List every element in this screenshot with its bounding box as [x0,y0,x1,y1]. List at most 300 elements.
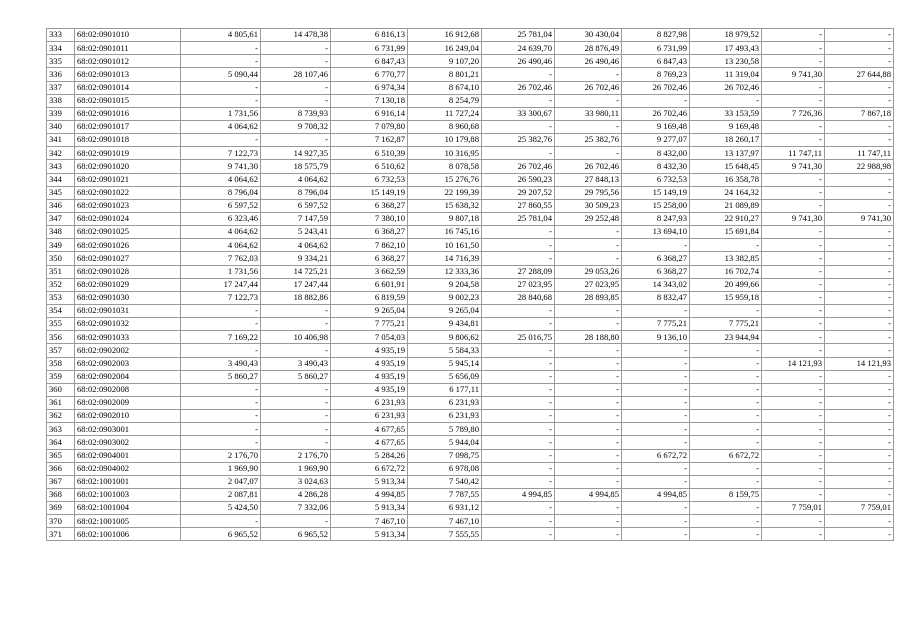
cell-value-col-9: - [762,475,825,488]
table-row [47,186,894,199]
cell-value-col-9: - [762,239,825,252]
cell-value-col-1: - [181,515,261,528]
cell-value-col-3: 3 662,59 [331,265,408,278]
cell-value-col-8: - [690,462,762,475]
cell-value-col-5: 26 590,23 [482,173,555,186]
cell-value-col-5: 25 016,75 [482,331,555,344]
cell-cadastral-code: 68:02:0901033 [75,331,181,344]
cell-value-col-10: - [825,94,894,107]
cell-value-col-2: 14 478,38 [261,29,331,42]
cell-value-col-9: - [762,81,825,94]
cell-value-col-9: - [762,396,825,409]
cell-value-col-3: 7 775,21 [331,318,408,331]
cell-value-col-4: 9 265,04 [408,304,482,317]
cell-value-col-5: 26 702,46 [482,81,555,94]
cell-value-col-10: - [825,488,894,501]
cell-value-col-2: - [261,304,331,317]
table-row [47,528,894,541]
cell-value-col-9: - [762,462,825,475]
cell-value-col-1: 2 087,81 [181,488,261,501]
cell-value-col-5: - [482,370,555,383]
cell-cadastral-code: 68:02:1001004 [75,502,181,515]
cell-value-col-3: 6 672,72 [331,462,408,475]
cell-value-col-6: 29 795,56 [555,186,622,199]
cell-value-col-1: - [181,94,261,107]
cell-value-col-5: 27 860,55 [482,199,555,212]
cell-value-col-10: 7 867,18 [825,107,894,120]
cell-value-col-5: 26 702,46 [482,160,555,173]
cell-value-col-10: - [825,42,894,55]
cell-cadastral-code: 68:02:0901031 [75,304,181,317]
cell-row-number: 348 [47,226,75,239]
cell-value-col-4: 16 912,68 [408,29,482,42]
cell-value-col-8: 23 944,94 [690,331,762,344]
cell-value-col-2: 8 796,04 [261,186,331,199]
cell-cadastral-code: 68:02:0902009 [75,396,181,409]
cell-value-col-5: - [482,423,555,436]
cell-value-col-1: - [181,410,261,423]
cell-value-col-3: 5 913,34 [331,528,408,541]
cell-value-col-3: 6 510,62 [331,160,408,173]
cell-value-col-1: 4 805,61 [181,29,261,42]
cell-value-col-7: - [622,344,690,357]
cell-value-col-9: - [762,488,825,501]
cell-value-col-2: 5 243,41 [261,226,331,239]
table-row [47,357,894,370]
cell-value-col-8: 8 159,75 [690,488,762,501]
cell-cadastral-code: 68:02:0901032 [75,318,181,331]
cell-value-col-9: - [762,226,825,239]
cell-value-col-4: 6 231,93 [408,410,482,423]
cell-cadastral-code: 68:02:1001005 [75,515,181,528]
cell-value-col-6: - [555,344,622,357]
cell-value-col-10: - [825,226,894,239]
cell-value-col-1: 4 064,62 [181,120,261,133]
cell-value-col-3: 7 079,80 [331,120,408,133]
cell-value-col-7: 26 702,46 [622,81,690,94]
cell-value-col-10: - [825,331,894,344]
cell-value-col-1: - [181,344,261,357]
cell-cadastral-code: 68:02:0901010 [75,29,181,42]
cell-value-col-9: - [762,265,825,278]
cell-value-col-4: 16 249,04 [408,42,482,55]
cell-value-col-4: 8 254,79 [408,94,482,107]
cell-row-number: 344 [47,173,75,186]
cell-row-number: 343 [47,160,75,173]
cell-value-col-2: - [261,423,331,436]
table-row [47,515,894,528]
cell-value-col-5: - [482,383,555,396]
cell-value-col-3: 5 913,34 [331,475,408,488]
cell-value-col-10: - [825,199,894,212]
cell-value-col-9: - [762,436,825,449]
cell-cadastral-code: 68:02:0903002 [75,436,181,449]
cell-value-col-3: 6 916,14 [331,107,408,120]
cell-row-number: 342 [47,147,75,160]
cell-value-col-4: 6 177,11 [408,383,482,396]
cell-value-col-8: 22 910,27 [690,212,762,225]
cell-value-col-9: - [762,173,825,186]
cell-value-col-2: 8 739,93 [261,107,331,120]
table-row [47,278,894,291]
cell-value-col-4: 9 806,62 [408,331,482,344]
cell-value-col-10: - [825,396,894,409]
cell-value-col-9: - [762,318,825,331]
cell-value-col-6: 4 994,85 [555,488,622,501]
cell-value-col-5: 29 207,52 [482,186,555,199]
cell-value-col-4: 5 656,09 [408,370,482,383]
cell-value-col-9: - [762,134,825,147]
cell-value-col-10: - [825,29,894,42]
cell-value-col-10: - [825,291,894,304]
cell-cadastral-code: 68:02:0902003 [75,357,181,370]
cell-value-col-10: - [825,462,894,475]
cell-value-col-5: - [482,120,555,133]
cell-value-col-8: - [690,396,762,409]
cell-cadastral-code: 68:02:0901016 [75,107,181,120]
cell-cadastral-code: 68:02:0903001 [75,423,181,436]
cell-value-col-6: 26 702,46 [555,81,622,94]
cell-value-col-9: - [762,291,825,304]
cell-value-col-3: 7 130,18 [331,94,408,107]
cell-row-number: 334 [47,42,75,55]
cell-value-col-1: 7 762,03 [181,252,261,265]
cell-cadastral-code: 68:02:0901022 [75,186,181,199]
cell-row-number: 360 [47,383,75,396]
cell-value-col-4: 15 638,32 [408,199,482,212]
cell-value-col-6: 33 980,11 [555,107,622,120]
cell-value-col-3: 6 847,43 [331,55,408,68]
cell-value-col-7: 13 694,10 [622,226,690,239]
cell-value-col-10: - [825,252,894,265]
cell-row-number: 350 [47,252,75,265]
cell-value-col-4: 8 674,10 [408,81,482,94]
cell-value-col-5: 33 300,67 [482,107,555,120]
cell-value-col-6: - [555,68,622,81]
table-row [47,94,894,107]
cell-value-col-6: - [555,239,622,252]
cell-value-col-9: - [762,449,825,462]
table-row [47,383,894,396]
cell-value-col-3: 5 284,26 [331,449,408,462]
cell-value-col-10: - [825,81,894,94]
cell-value-col-7: 15 149,19 [622,186,690,199]
cell-value-col-8: 20 499,66 [690,278,762,291]
cell-value-col-3: 6 231,93 [331,410,408,423]
cell-row-number: 333 [47,29,75,42]
cell-value-col-9: - [762,344,825,357]
cell-value-col-9: - [762,383,825,396]
cell-value-col-1: - [181,383,261,396]
cell-value-col-8: 13 230,58 [690,55,762,68]
cell-value-col-7: 8 832,47 [622,291,690,304]
cell-value-col-8: 9 169,48 [690,120,762,133]
cell-value-col-9: 9 741,30 [762,68,825,81]
cell-value-col-7: - [622,436,690,449]
table-row [47,239,894,252]
table-row [47,29,894,42]
cell-value-col-8: - [690,383,762,396]
cell-value-col-1: - [181,81,261,94]
cell-row-number: 347 [47,212,75,225]
cell-value-col-2: - [261,94,331,107]
cell-value-col-1: 3 490,43 [181,357,261,370]
cell-value-col-10: - [825,370,894,383]
cell-value-col-4: 8 960,68 [408,120,482,133]
cell-value-col-2: 9 334,21 [261,252,331,265]
cell-value-col-7: 26 702,46 [622,107,690,120]
cell-value-col-4: 15 276,76 [408,173,482,186]
cell-value-col-6: - [555,370,622,383]
cell-value-col-7: 4 994,85 [622,488,690,501]
cell-value-col-3: 4 935,19 [331,383,408,396]
cell-value-col-6: - [555,318,622,331]
cell-value-col-6: 25 382,76 [555,134,622,147]
cell-value-col-5: - [482,475,555,488]
table-row [47,475,894,488]
cell-value-col-6: 26 490,46 [555,55,622,68]
cell-row-number: 366 [47,462,75,475]
table-row [47,396,894,409]
cell-cadastral-code: 68:02:0901011 [75,42,181,55]
cell-value-col-4: 7 467,10 [408,515,482,528]
cell-value-col-4: 7 555,55 [408,528,482,541]
cell-value-col-7: 9 169,48 [622,120,690,133]
cell-value-col-5: 25 781,04 [482,212,555,225]
cell-value-col-9: - [762,278,825,291]
cell-value-col-7: 6 368,27 [622,265,690,278]
cell-value-col-6: - [555,120,622,133]
cell-value-col-8: - [690,436,762,449]
cell-value-col-7: 8 247,93 [622,212,690,225]
cell-value-col-8: - [690,344,762,357]
cell-value-col-3: 7 467,10 [331,515,408,528]
cell-cadastral-code: 68:02:0901028 [75,265,181,278]
cell-value-col-5: 24 639,70 [482,42,555,55]
cell-value-col-9: 9 741,30 [762,160,825,173]
cell-value-col-8: 18 979,52 [690,29,762,42]
cell-value-col-5: - [482,515,555,528]
cell-value-col-2: - [261,81,331,94]
cell-value-col-3: 4 935,19 [331,357,408,370]
cell-row-number: 336 [47,68,75,81]
cell-value-col-3: 4 994,85 [331,488,408,501]
table-row [47,344,894,357]
cell-value-col-10: - [825,528,894,541]
cell-row-number: 335 [47,55,75,68]
cell-value-col-6: - [555,449,622,462]
table-row [47,81,894,94]
cell-value-col-4: 11 727,24 [408,107,482,120]
cell-value-col-9: - [762,331,825,344]
cell-value-col-4: 7 787,55 [408,488,482,501]
cell-value-col-1: - [181,304,261,317]
cell-value-col-2: - [261,55,331,68]
cell-value-col-2: - [261,42,331,55]
cell-value-col-3: 4 677,65 [331,423,408,436]
cell-value-col-9: - [762,370,825,383]
cell-cadastral-code: 68:02:0902002 [75,344,181,357]
cell-value-col-7: 14 343,02 [622,278,690,291]
cell-value-col-8: - [690,423,762,436]
cell-row-number: 346 [47,199,75,212]
cell-row-number: 357 [47,344,75,357]
table-row [47,120,894,133]
table-row [47,423,894,436]
table-row [47,226,894,239]
cell-value-col-9: - [762,252,825,265]
cell-value-col-5: - [482,396,555,409]
cell-value-col-2: 7 147,59 [261,212,331,225]
cell-value-col-6: - [555,528,622,541]
table-row [47,252,894,265]
cell-value-col-7: 9 136,10 [622,331,690,344]
cell-value-col-1: 6 323,46 [181,212,261,225]
cell-value-col-7: - [622,304,690,317]
cell-value-col-4: 5 789,80 [408,423,482,436]
table-row [47,173,894,186]
cell-value-col-2: - [261,383,331,396]
cell-value-col-1: - [181,436,261,449]
cell-value-col-10: - [825,383,894,396]
cell-value-col-7: 8 432,30 [622,160,690,173]
cell-value-col-1: 7 122,73 [181,147,261,160]
table-row [47,502,894,515]
cell-value-col-7: 8 432,00 [622,147,690,160]
cell-cadastral-code: 68:02:0901023 [75,199,181,212]
cell-value-col-7: - [622,94,690,107]
cell-value-col-10: - [825,515,894,528]
cell-value-col-2: - [261,134,331,147]
cell-value-col-9: - [762,528,825,541]
cell-row-number: 340 [47,120,75,133]
cell-value-col-9: - [762,29,825,42]
cell-value-col-8: 26 702,46 [690,81,762,94]
cell-value-col-1: 5 090,44 [181,68,261,81]
cell-value-col-7: - [622,357,690,370]
cell-cadastral-code: 68:02:0901012 [75,55,181,68]
cell-value-col-8: 7 775,21 [690,318,762,331]
cell-row-number: 358 [47,357,75,370]
cell-value-col-8: 18 260,17 [690,134,762,147]
cell-value-col-4: 16 745,16 [408,226,482,239]
cell-value-col-6: - [555,304,622,317]
cell-value-col-6: - [555,462,622,475]
cell-value-col-1: 8 796,04 [181,186,261,199]
cell-value-col-9: - [762,515,825,528]
cell-value-col-7: 9 277,07 [622,134,690,147]
cell-value-col-7: - [622,528,690,541]
table-row [47,331,894,344]
table-row [47,134,894,147]
cell-row-number: 368 [47,488,75,501]
cell-value-col-2: 2 176,70 [261,449,331,462]
cell-row-number: 355 [47,318,75,331]
cell-cadastral-code: 68:02:0902010 [75,410,181,423]
cell-cadastral-code: 68:02:0902004 [75,370,181,383]
cell-value-col-7: - [622,396,690,409]
cell-value-col-9: - [762,410,825,423]
cell-value-col-10: - [825,186,894,199]
cell-row-number: 339 [47,107,75,120]
cell-value-col-10: - [825,449,894,462]
cell-value-col-1: - [181,423,261,436]
table-row [47,212,894,225]
cell-value-col-4: 6 931,12 [408,502,482,515]
cell-value-col-7: - [622,475,690,488]
cell-value-col-4: 22 199,39 [408,186,482,199]
cell-value-col-1: 2 176,70 [181,449,261,462]
cell-value-col-1: - [181,55,261,68]
cell-value-col-3: 6 231,93 [331,396,408,409]
cell-value-col-3: 6 816,13 [331,29,408,42]
cell-value-col-7: - [622,423,690,436]
cell-value-col-3: 5 913,34 [331,502,408,515]
cell-value-col-1: 1 731,56 [181,265,261,278]
cell-value-col-5: - [482,239,555,252]
cell-value-col-5: - [482,528,555,541]
cell-row-number: 341 [47,134,75,147]
cell-value-col-10: - [825,265,894,278]
cell-value-col-8: - [690,239,762,252]
cell-value-col-9: 9 741,30 [762,212,825,225]
cell-row-number: 351 [47,265,75,278]
cell-value-col-8: - [690,410,762,423]
cell-value-col-1: 2 047,07 [181,475,261,488]
cell-value-col-1: 6 965,52 [181,528,261,541]
cell-value-col-6: 26 702,46 [555,160,622,173]
cell-value-col-3: 6 368,27 [331,226,408,239]
cell-value-col-1: 17 247,44 [181,278,261,291]
table-row [47,55,894,68]
cell-value-col-5: - [482,357,555,370]
cell-value-col-5: - [482,226,555,239]
cell-row-number: 370 [47,515,75,528]
cell-value-col-2: 17 247,44 [261,278,331,291]
cell-value-col-1: 4 064,62 [181,239,261,252]
cell-value-col-6: 29 252,48 [555,212,622,225]
cell-value-col-8: 15 648,45 [690,160,762,173]
cell-value-col-8: - [690,357,762,370]
cell-value-col-3: 4 935,19 [331,370,408,383]
cell-row-number: 352 [47,278,75,291]
cell-value-col-8: 15 691,84 [690,226,762,239]
table-body [47,29,894,541]
cell-cadastral-code: 68:02:0901026 [75,239,181,252]
table-row [47,199,894,212]
cell-cadastral-code: 68:02:0901025 [75,226,181,239]
cell-value-col-1: - [181,318,261,331]
cell-cadastral-code: 68:02:0901021 [75,173,181,186]
cell-value-col-6: 27 848,13 [555,173,622,186]
cell-value-col-10: - [825,278,894,291]
cell-value-col-9: 7 726,36 [762,107,825,120]
cell-value-col-2: - [261,436,331,449]
cell-value-col-2: 18 882,86 [261,291,331,304]
cell-value-col-5: 28 840,68 [482,291,555,304]
cell-row-number: 337 [47,81,75,94]
cell-value-col-7: - [622,383,690,396]
cell-value-col-2: - [261,410,331,423]
cell-cadastral-code: 68:02:0901015 [75,94,181,107]
table-row [47,265,894,278]
cell-value-col-5: - [482,318,555,331]
cell-value-col-8: - [690,515,762,528]
cell-value-col-5: - [482,436,555,449]
cell-value-col-2: - [261,515,331,528]
cell-value-col-6: - [555,475,622,488]
cell-value-col-7: - [622,502,690,515]
